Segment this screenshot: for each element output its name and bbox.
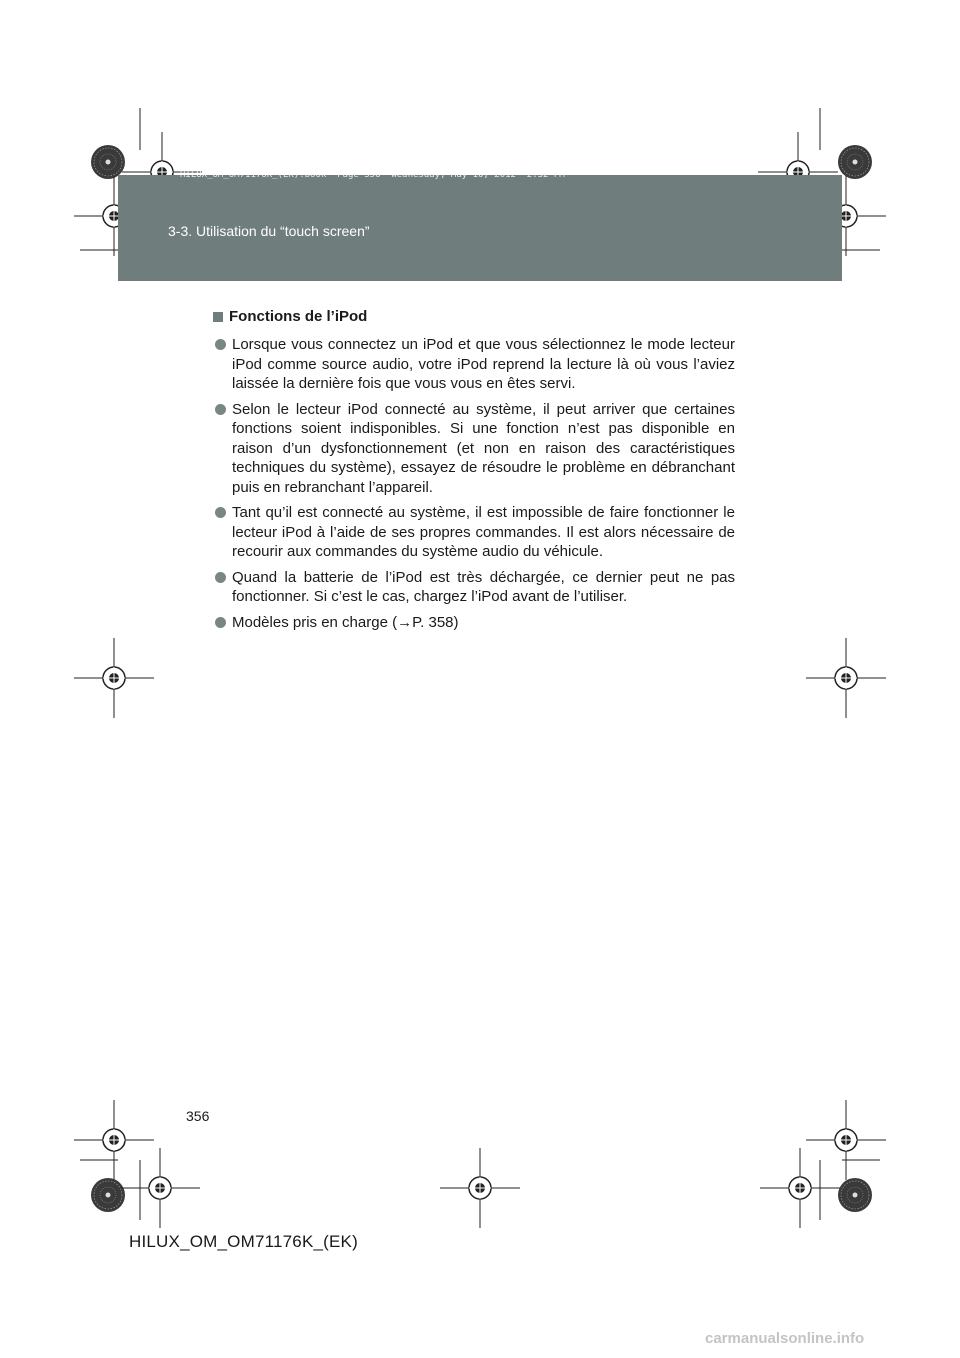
list-item	[213, 335, 735, 394]
registration-mark-icon	[806, 638, 886, 718]
list-item	[213, 568, 735, 607]
registration-mark-icon	[120, 1148, 200, 1228]
list-item-text: Modèles pris en charge (→P. 358)	[232, 613, 459, 631]
color-wheel-icon	[838, 1178, 872, 1212]
page-content	[213, 307, 735, 638]
bullet-dot-icon	[215, 507, 226, 518]
section-heading	[213, 307, 735, 327]
registration-mark-icon	[806, 1100, 886, 1180]
bullet-dot-icon	[215, 339, 226, 350]
registration-mark-icon	[440, 1148, 520, 1228]
bullet-dot-icon	[215, 572, 226, 583]
list-item-text: Lorsque vous connectez un iPod et que vous sélectionnez le mode lecteur iPod comme source audio, votre iPod reprend la lecture là où vous l’aviez laissée la dernière fois que vous vous en êtes servi.	[232, 336, 735, 392]
color-wheel-icon	[91, 145, 125, 179]
list-item-text: Tant qu’il est connecté au système, il est impossible de faire fonctionner le lecteur iPod à l’aide de ses propres commandes. Il est alors nécessaire de recourir aux commandes du système audio du véhicule.	[232, 504, 735, 560]
watermark-brand: carmanualsonline.info	[705, 1330, 865, 1347]
registration-mark-icon	[74, 1100, 154, 1180]
square-bullet-icon	[213, 312, 223, 322]
section-heading-text: Fonctions de l’iPod	[229, 308, 368, 325]
list-item-text: Quand la batterie de l’iPod est très déchargée, ce dernier peut ne pas fonctionner. Si c’est le cas, chargez l’iPod avant de l’utiliser.	[232, 568, 735, 605]
bullet-dot-icon	[215, 404, 226, 415]
list-item	[213, 613, 735, 633]
list-item	[213, 503, 735, 562]
page-number: 356	[186, 1108, 210, 1124]
list-item	[213, 400, 735, 498]
color-wheel-icon	[91, 1178, 125, 1212]
document-code: HILUX_OM_OM71176K_(EK)	[129, 1232, 358, 1251]
bullet-dot-icon	[215, 617, 226, 628]
registration-mark-icon	[74, 638, 154, 718]
print-info: HILUX_OM_OM71176K_(EK).book Page 356 Wednesday, May 16, 2012 2:32 PM	[180, 170, 565, 180]
list-item-text: Selon le lecteur iPod connecté au système, il peut arriver que certaines fonctions soient indisponibles. Si une fonction n’est pas disponible en raison d’un dysfonctionnement (et non en raison des caractéristiques techniques du système), essayez de résoudre le problème en débranchant puis en rebranchant l’appareil.	[232, 400, 735, 496]
registration-mark-icon	[760, 1148, 840, 1228]
color-wheel-icon	[838, 145, 872, 179]
section-label: 3-3. Utilisation du “touch screen”	[168, 223, 370, 239]
